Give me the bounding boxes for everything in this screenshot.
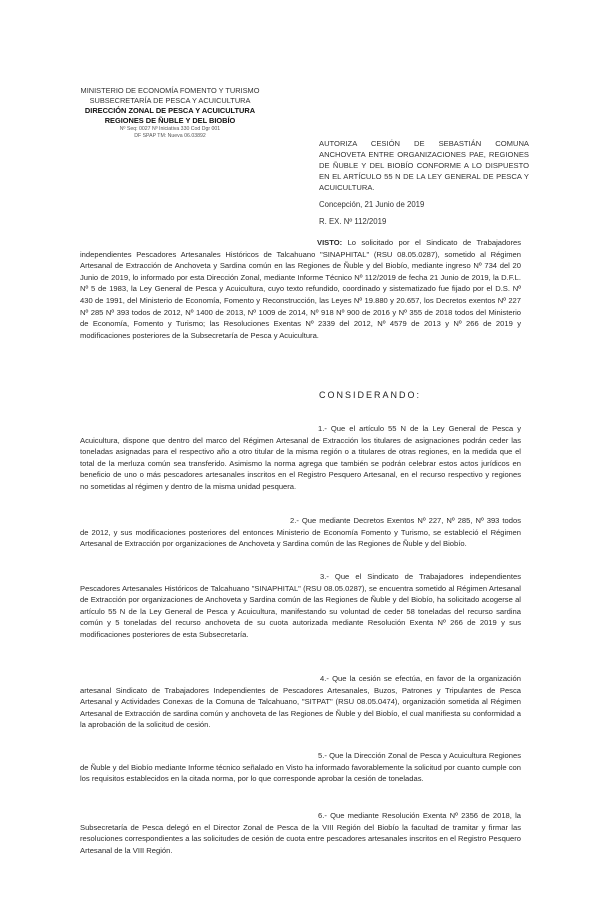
considerando-paragraph-1: 1.- Que el artículo 55 N de la Ley General de Pesca y Acuicultura, dispone que dentro del marco del Régimen Artesanal de Extracción los titulares de asignaciones podrán ceder las toneladas asignadas para el respectivo año a otro titular de la misma región o a titulares de otras regiones, en la medida que el total de la merluza común sea transferido. Asimismo la norma agrega que también se podrán celebrar estos actos jurídicos en beneficio de uno o más pescadores artesanales inscritos en el Registro Pesquero Artesanal, en el recurso respectivo y regiones no sometidas al régimen y dentro de la misma unidad pesquera.	[80, 424, 521, 491]
header-reference-1: Nº Seq: 0027 Nº Iniciativa 330 Cod Dgr 001	[119, 126, 221, 132]
visto-text: Lo solicitado por el Sindicato de Trabajadores independientes Pescadores Artesanales Históricos de Talcahuano "SINAPHITAL" (RSU 08.05.0287), sometido al Régimen Artesanal de Extracción de Anchoveta y Sardina común en las Regiones de Ñuble y del Biobío, mediante ingreso Nº 734 del 20 Junio de 2019, lo informado por esta Dirección Zonal, mediante Informe Técnico Nº 112/2019 de fecha 21 Junio de 2019, la D.F.L. Nº 5 de 1983, la Ley General de Pesca y Acuicultura, cuyo texto refundido, coordinado y sistematizado fue fijado por el D.S. Nº 430 de 1991, del Ministerio de Economía, Fomento y Reconstrucción, las Leyes Nº 19.880 y 20.657, los Decretos exentos Nº 227 Nº 285 Nº 393 todos de 2012, Nº 1400 de 2013, Nº 1009 de 2014, Nº 918 Nº 900 de 2016 y Nº 355 de 2018 todos del Ministerio de Economía, Fomento y Turismo; las Resoluciones Exentas Nº 2339 del 2012, Nº 4579 de 2013 y Nº 266 de 2019 y modificaciones posteriores de la Subsecretaría de Pesca y Acuicultura.	[80, 238, 521, 340]
considerando-heading: CONSIDERANDO:	[319, 390, 422, 400]
resolution-number: R. EX. Nº 112/2019	[319, 217, 387, 226]
header-regions: REGIONES DE ÑUBLE Y DEL BIOBÍO	[104, 116, 236, 125]
considerando-paragraph-3: 3.- Que el Sindicato de Trabajadores independientes Pescadores Artesanales Históricos de Talcahuano "SINAPHITAL" (RSU 08.05.0287), se encuentra sometido al Régimen Artesanal de Extracción por organizaciones de Anchoveta y Sardina común de las Regiones de Ñuble y del Biobío, ha solicitado acogerse al artículo 55 N de la Ley General de Pesca y Acuicultura, manifestando su voluntad de ceder 58 toneladas del recurso sardina común y 5 toneladas del recurso anchoveta de su cuota autorizada mediante Resolución Exenta Nº 266 de 2019 y sus modificaciones posteriores de esta Subsecretaría.	[80, 572, 521, 639]
header-subsecretariat: SUBSECRETARÍA DE PESCA Y ACUICULTURA	[89, 96, 251, 105]
considerando-paragraph-2: 2.- Que mediante Decretos Exentos Nº 227, Nº 285, Nº 393 todos de 2012, y sus modificaciones posteriores del entonces Ministerio de Economía Fomento y Turismo, se estableció el Régimen Artesanal de Extracción por organizaciones de Anchoveta y Sardina común de las Regiones de Ñuble y del Biobío.	[80, 516, 521, 549]
resolution-subject: AUTORIZA CESIÓN DE SEBASTIÁN COMUNA ANCHOVETA ENTRE ORGANIZACIONES PAE, REGIONES DE ÑUBLE Y DEL BIOBÍO CONFORME A LO DISPUESTO EN EL ARTÍCULO 55 N DE LA LEY GENERAL DE PESCA Y ACUICULTURA.	[319, 139, 529, 192]
header-ministry: MINISTERIO DE ECONOMÍA FOMENTO Y TURISMO	[80, 86, 260, 95]
header-reference-2: DF SPAP TM: Nueva 06.03892	[134, 133, 206, 139]
visto-paragraph	[80, 237, 521, 341]
visto-label: VISTO:	[317, 238, 343, 247]
considerando-paragraph-4: 4.- Que la cesión se efectúa, en favor de la organización artesanal Sindicato de Trabajadores Independientes de Pescadores Artesanales, Buzos, Patrones y Tripulantes de Pesca Artesanal y Actividades Conexas de la Comuna de Talcahuano, "SITPAT" (RSU 08.05.0474), organización sometida al Régimen Artesanal de Extracción de sardina común y anchoveta de las Regiones de Ñuble y del Biobío, el cual manifiesta su conformidad a la aprobación de la solicitud de cesión.	[80, 674, 521, 730]
considerando-paragraph-6: 6.- Que mediante Resolución Exenta Nº 2356 de 2018, la Subsecretaría de Pesca delegó en el Director Zonal de Pesca de la VIII Región del Biobío la facultad de tramitar y firmar las resoluciones correspondientes a las solicitudes de cesión de cuota entre pescadores artesanales inscritos en el Registro Pesquero Artesanal de la VIII Región.	[80, 811, 521, 855]
considerando-paragraph-5: 5.- Que la Dirección Zonal de Pesca y Acuicultura Regiones de Ñuble y del Biobío mediante Informe técnico señalado en Visto ha informado favorablemente la solicitud por cuanto cumple con los requisitos establecidos en la citada norma, por lo que corresponde aprobar la cesión de toneladas.	[80, 751, 521, 784]
letterhead	[80, 86, 260, 140]
resolution-date: Concepción, 21 Junio de 2019	[319, 200, 425, 209]
header-direction: DIRECCIÓN ZONAL DE PESCA Y ACUICULTURA	[84, 106, 256, 115]
